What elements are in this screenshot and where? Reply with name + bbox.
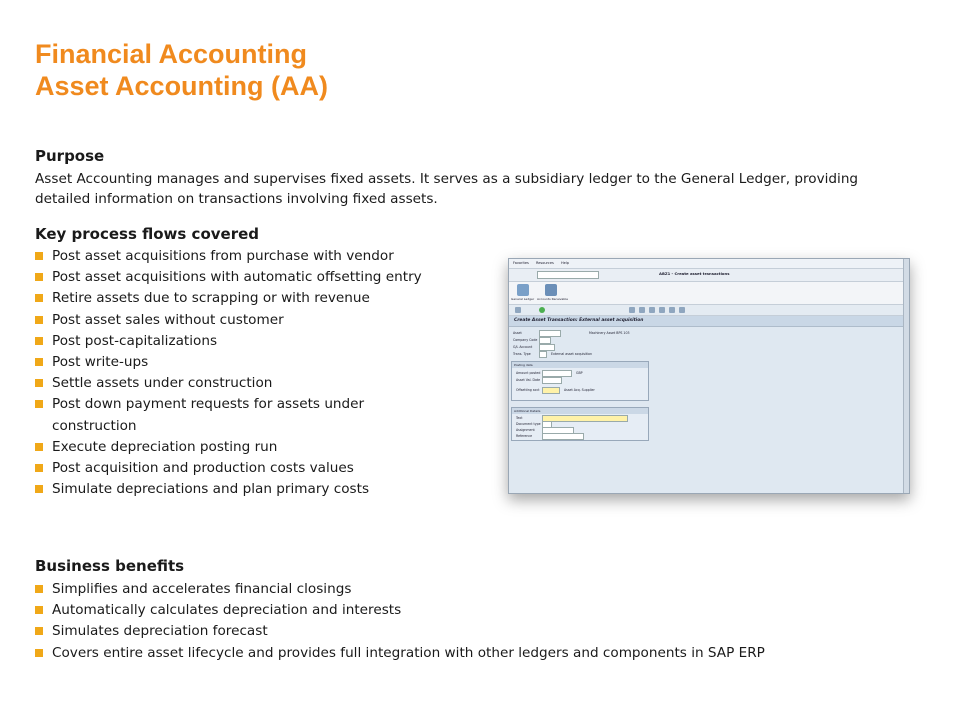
flow-item: Simulate depreciations and plan primary costs [35,479,475,500]
sap-screen-title: Create Asset Transaction: External asset acquisition [509,316,909,327]
flow-item: Post acquisition and production costs values [35,458,475,479]
asset-value-date-field [542,377,562,384]
field-text: External asset acquisition [551,352,593,356]
sap-menu-item: Help [560,261,569,265]
field-label: Trans. Type [513,352,531,356]
toolbar-button-icon [639,307,645,313]
flow-item: Post asset acquisitions from purchase with vendor [35,246,475,267]
field-label: Text [516,416,523,420]
flow-item: Post post-capitalizations [35,331,475,352]
flow-item: Execute depreciation posting run [35,437,475,458]
sap-menu-bar [509,259,909,269]
enter-icon [539,307,545,313]
reference-field [542,433,584,440]
toolbar-button-icon [669,307,675,313]
field-label: G/L Account [513,345,533,349]
text-field [542,415,628,422]
page-title [35,38,328,102]
benefit-item: Simulates depreciation forecast [35,621,935,642]
sap-menu-item: Resources [535,261,554,265]
sap-command-row [509,269,909,282]
posting-data-group [511,361,649,401]
sap-scrollbar [903,259,909,493]
offsetting-account-field [542,387,560,394]
group-heading: Additional Details [512,408,648,414]
field-label: Company Code [513,338,538,342]
sap-app-caption: Accounts Receivable [537,297,568,301]
sap-transaction-screenshot [508,258,910,494]
flow-item: Post down payment requests for assets under construction [35,394,412,436]
field-label: Offsetting acct [516,388,540,392]
purpose-heading: Purpose [35,147,105,165]
sap-toolbar [509,305,909,316]
amount-field [542,370,572,377]
toolbar-button-icon [629,307,635,313]
purpose-text: Asset Accounting manages and supervises fixed assets. It serves as a subsidiary ledger to the General Ledger, providing detailed information on transactions involving fixed assets. [35,171,859,207]
group-heading: Posting data [512,362,648,368]
trans-type-field [539,351,547,358]
flow-item: Settle assets under construction [35,373,475,394]
toolbar-button-icon [649,307,655,313]
field-label: Asset Val. Date [516,378,541,382]
field-label: Assignment [516,428,535,432]
field-label: Document type [516,422,541,426]
general-ledger-icon [517,284,529,296]
sap-menu-item: Favorites [513,261,529,265]
sap-form [509,327,909,494]
sap-app-caption: General Ledger [511,297,535,301]
field-text: Asset Acq. Supplier [564,388,595,392]
gl-account-field [539,344,555,351]
field-label: Reference [516,434,533,438]
asset-field [539,330,561,337]
sap-window-title: ABZ1 - Create asset transactions [659,271,730,276]
flows-heading: Key process flows covered [35,225,260,243]
flow-item: Post write-ups [35,352,475,373]
toolbar-button-icon [515,307,521,313]
toolbar-button-icon [659,307,665,313]
field-label: Asset [513,331,522,335]
field-text: GBP [576,371,583,375]
toolbar-button-icon [679,307,685,313]
field-label: Amount posted [516,371,541,375]
title-line-1: Financial Accounting [35,39,308,69]
flows-list [35,246,475,500]
title-line-2: Asset Accounting (AA) [35,71,329,101]
benefit-item: Simplifies and accelerates financial closings [35,579,935,600]
benefits-list [35,579,935,664]
field-text: Machinery Asset BPS 103 [589,331,630,335]
accounts-receivable-icon [545,284,557,296]
company-code-field [539,337,551,344]
flow-item: Retire assets due to scrapping or with revenue [35,288,475,309]
flow-item: Post asset acquisitions with automatic offsetting entry [35,267,475,288]
benefit-item: Covers entire asset lifecycle and provides full integration with other ledgers and components in SAP ERP [35,643,935,664]
benefits-heading: Business benefits [35,557,185,575]
additional-details-group [511,407,649,441]
sap-app-bar [509,282,909,305]
benefit-item: Automatically calculates depreciation and interests [35,600,935,621]
flow-item: Post asset sales without customer [35,310,475,331]
sap-command-field [537,271,599,279]
